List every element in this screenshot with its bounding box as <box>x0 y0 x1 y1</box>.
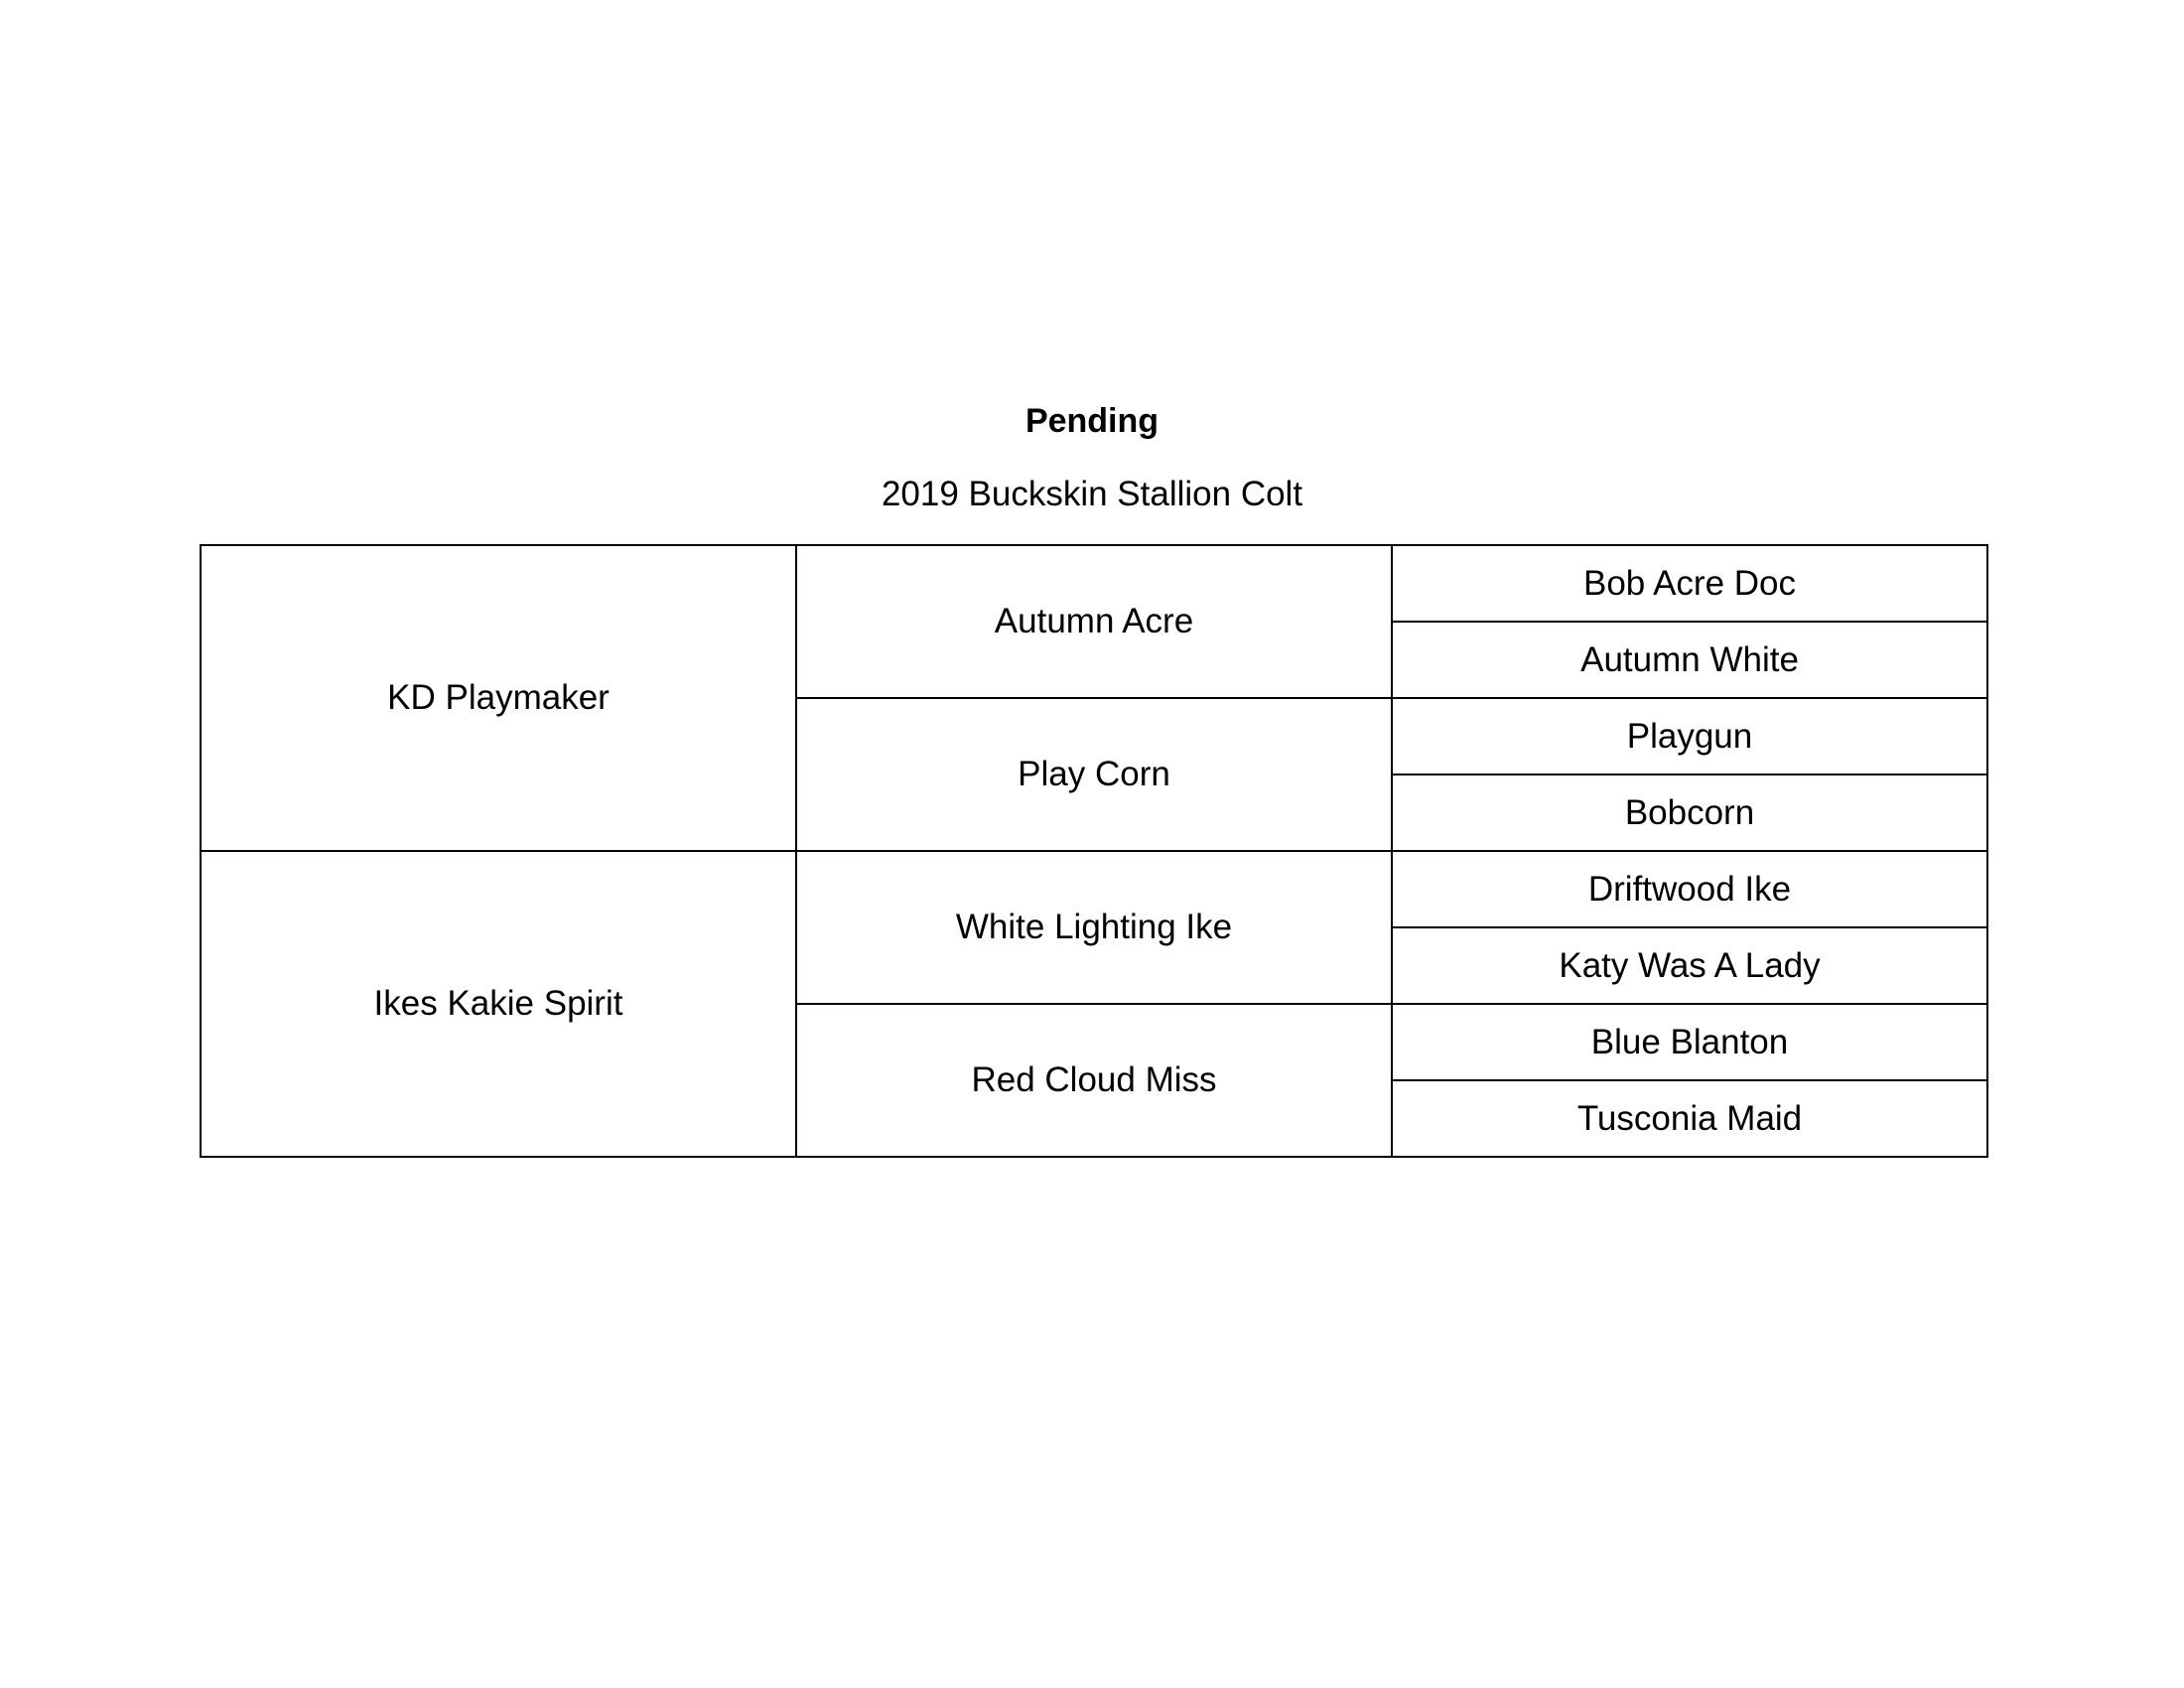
table-row <box>201 545 1987 622</box>
sire-cell: KD Playmaker <box>201 545 796 851</box>
great-grandparent-cell: Driftwood Ike <box>1392 851 1987 927</box>
great-grandparent-cell: Bob Acre Doc <box>1392 545 1987 622</box>
maternal-grandsire-cell: White Lighting Ike <box>796 851 1392 1004</box>
great-grandparent-cell: Tusconia Maid <box>1392 1080 1987 1157</box>
maternal-granddam-cell: Red Cloud Miss <box>796 1004 1392 1157</box>
paternal-granddam-cell: Play Corn <box>796 698 1392 851</box>
page-subtitle: 2019 Buckskin Stallion Colt <box>881 475 1303 513</box>
great-grandparent-cell: Playgun <box>1392 698 1987 774</box>
pedigree-table <box>200 544 1988 1158</box>
dam-cell: Ikes Kakie Spirit <box>201 851 796 1157</box>
great-grandparent-cell: Blue Blanton <box>1392 1004 1987 1080</box>
great-grandparent-cell: Autumn White <box>1392 622 1987 698</box>
great-grandparent-cell: Katy Was A Lady <box>1392 927 1987 1004</box>
paternal-grandsire-cell: Autumn Acre <box>796 545 1392 698</box>
table-row <box>201 851 1987 927</box>
great-grandparent-cell: Bobcorn <box>1392 774 1987 851</box>
page-title: Pending <box>1024 402 1160 440</box>
